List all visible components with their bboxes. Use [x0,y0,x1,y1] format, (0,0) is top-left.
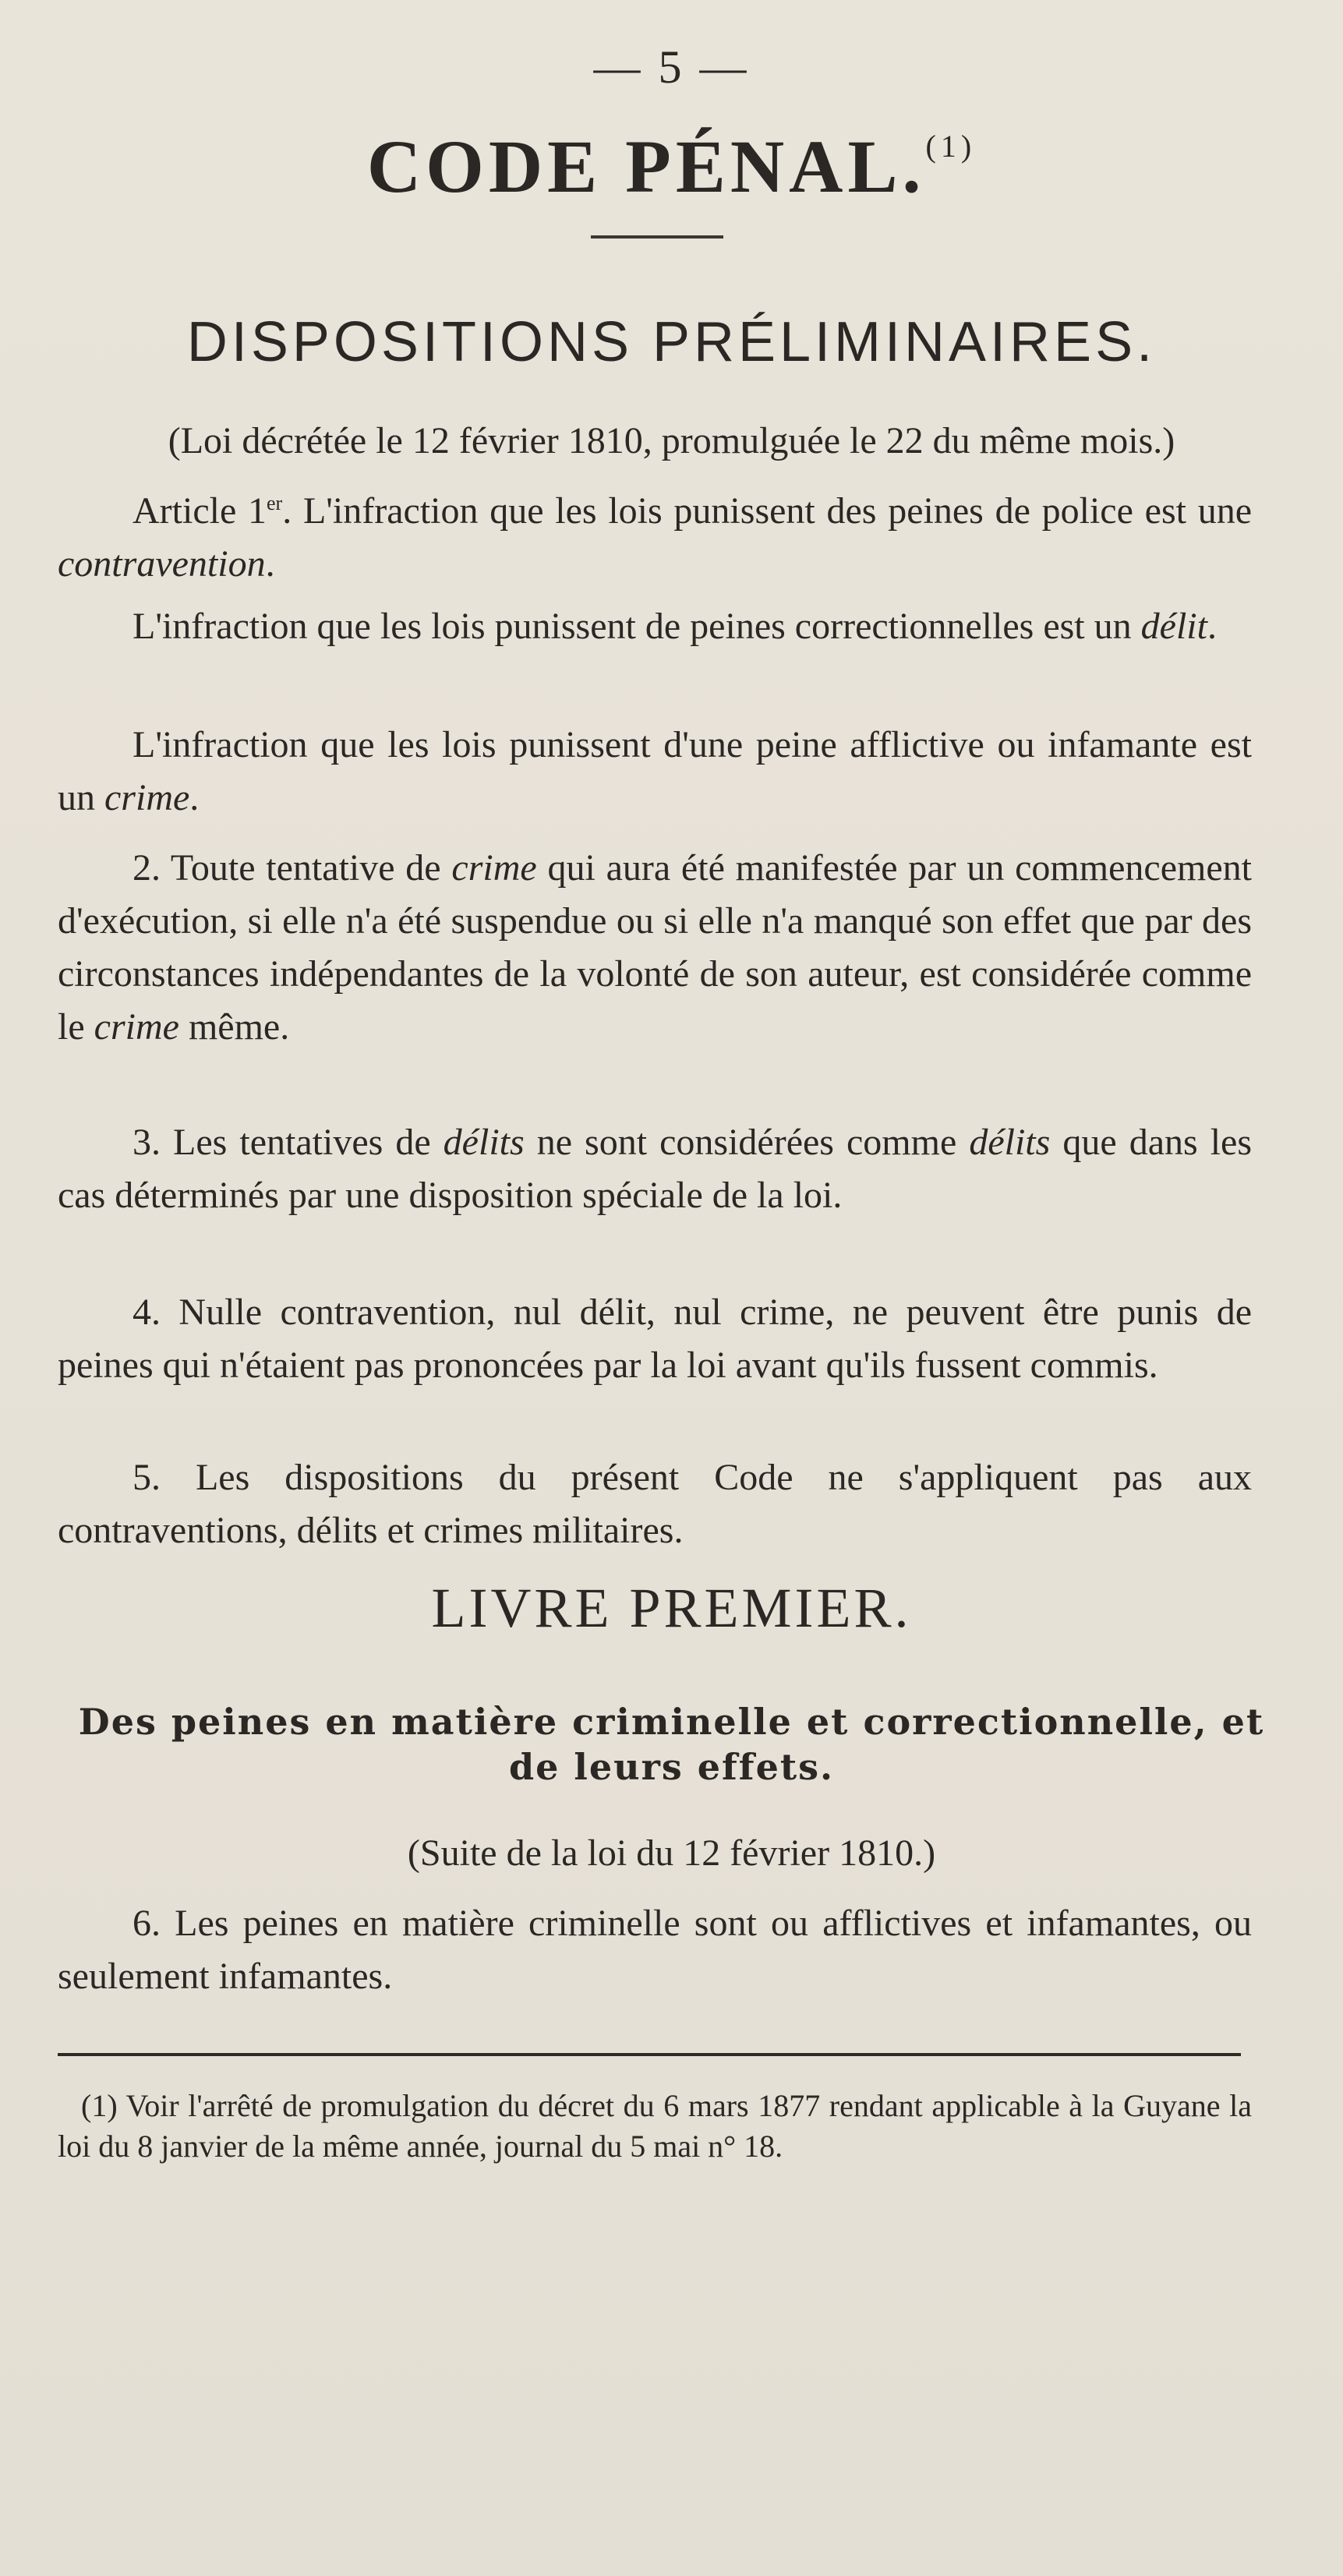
article-2 [58,842,1252,1054]
article-2-text-a: 2. Toute tentative de [133,847,452,889]
term-crime: crime [104,777,190,818]
article-2-text-c: même. [178,1006,290,1048]
code-title-text: CODE PÉNAL. [366,125,926,208]
article-3-text-c: que dans les cas déterminés par une disposition spéciale de la loi. [58,1122,1253,1216]
article-6: 6. Les peines en matière criminelle sont ou afflictives et infamantes, ou seulement infamantes. [58,1903,1252,1997]
suite-note: (Suite de la loi du 12 février 1810.) [407,1832,936,1874]
article-3-text-a: 3. Les tentatives de [133,1122,444,1163]
article-1-paragraph-3 [58,719,1252,825]
title-divider [591,235,723,239]
paragraph-2-text: L'infraction que les lois punissent de peines correctionnelles est un [133,606,1141,647]
footnote: (1) Voir l'arrêté de promulgation du décret du 6 mars 1877 rendant applicable à la Guyane la loi du 8 janvier de la même année, journal du 5 mai n° 18. [58,2088,1252,2164]
term-delit: délit [1140,606,1207,647]
article-1-sup: er [267,492,283,514]
article-2-text-b: qui aura été manifestée par un commencement d'exécution, si elle n'a été suspendue ou si elle n'a manqué son effet que par des circonstances indépendantes de la volonté de son auteur, est considérée comme le [58,847,1252,1048]
paragraph-3-text: L'infraction que les lois punissent d'une peine afflictive ou infamante est un [58,724,1252,818]
term-contravention: contravention [58,543,266,585]
livre-heading: LIVRE PREMIER. [431,1577,912,1639]
footnote-ref: (1) [925,129,977,164]
article-3-term-1: délits [443,1122,525,1163]
preliminary-heading: DISPOSITIONS PRÉLIMINAIRES. [186,311,1157,373]
article-4: 4. Nulle contravention, nul délit, nul crime, ne peuvent être punis de peines qui n'étaient pas prononcées par la loi avant qu'ils fussent commis. [58,1292,1252,1386]
article-3 [58,1116,1252,1222]
article-1 [58,477,1252,591]
article-1-text: . L'infraction que les lois punissent des peines de police est une [282,490,1253,532]
paragraph-2-end: . [1207,606,1217,647]
footnote-divider [58,2053,1241,2056]
code-title [0,123,1343,210]
article-1-label: Article 1 [133,490,267,532]
livre-subtitle: Des peines en matière criminelle et correctionnelle, et de leurs effets. [78,1701,1265,1788]
page-number: — 5 — [593,41,750,93]
article-3-term-2: délits [969,1122,1051,1163]
law-date-note: (Loi décrétée le 12 février 1810, promulguée le 22 du même mois.) [168,420,1175,461]
article-2-term-1: crime [451,847,537,889]
article-3-text-b: ne sont considérées comme [524,1122,970,1163]
article-5: 5. Les dispositions du présent Code ne s'appliquent pas aux contraventions, délits et crimes militaires. [58,1457,1252,1551]
article-1-paragraph-2 [58,600,1252,653]
paragraph-3-end: . [189,777,200,818]
article-1-end: . [265,543,275,585]
article-2-term-2: crime [94,1006,179,1048]
